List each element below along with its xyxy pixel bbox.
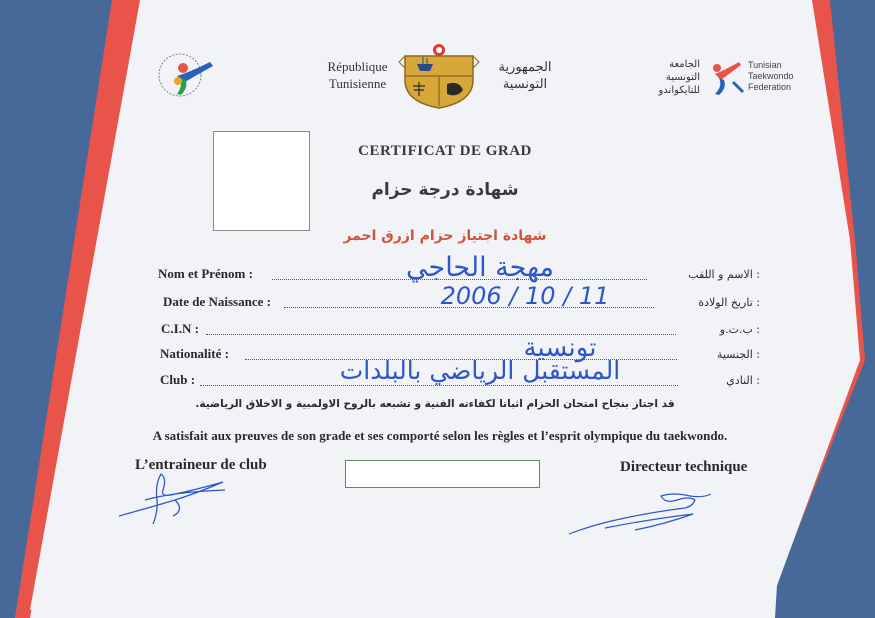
republic-fr-line2: Tunisienne bbox=[328, 76, 387, 91]
field-label-cin-ar: : ب.ت.و bbox=[719, 323, 760, 336]
certificate-title-ar: شهادة درجة حزام bbox=[371, 180, 519, 200]
republic-french bbox=[300, 58, 415, 92]
field-label-cin-fr: C.I.N : bbox=[161, 321, 199, 336]
technical-director-signature-icon bbox=[565, 490, 715, 540]
world-taekwondo-logo-icon bbox=[155, 48, 225, 106]
federation-en-line2: Taekwondo bbox=[748, 71, 794, 81]
stamp-box bbox=[345, 460, 540, 488]
federation-ar-line3: للتايكواندو bbox=[658, 85, 700, 96]
republic-arabic bbox=[480, 58, 570, 92]
field-value-nationality: تونسية bbox=[523, 333, 597, 363]
field-label-name-ar: : الاسم و اللقب bbox=[688, 268, 760, 281]
certificate-title-fr: CERTIFICAT DE GRAD bbox=[358, 143, 532, 159]
technical-director-signature-label: Directeur technique bbox=[620, 459, 748, 475]
republic-ar-line2: التونسية bbox=[502, 76, 548, 91]
federation-en-line3: Federation bbox=[748, 82, 792, 92]
certificate-subtitle-ar: شهادة اجتياز حزام ازرق احمر bbox=[343, 228, 547, 244]
field-label-nationality-fr: Nationalité : bbox=[160, 346, 229, 361]
field-value-club: المستقبل الرياضي بالبلدات bbox=[339, 356, 621, 385]
republic-fr-line1: République bbox=[327, 59, 388, 74]
field-dots-club bbox=[200, 385, 678, 386]
federation-english bbox=[748, 60, 808, 93]
field-label-nationality-ar: : الجنسية bbox=[716, 348, 760, 361]
federation-ar-line2: التونسية bbox=[665, 72, 700, 83]
tunisian-taekwondo-federation-logo-icon bbox=[703, 56, 747, 100]
field-label-dob-ar: : تاريخ الولادة bbox=[698, 296, 760, 309]
field-label-dob-fr: Date de Naissance : bbox=[163, 294, 271, 309]
field-label-name-fr: Nom et Prénom : bbox=[158, 266, 253, 281]
field-label-club-fr: Club : bbox=[160, 372, 196, 387]
field-value-name: مهجة الحاجي bbox=[406, 252, 554, 283]
field-value-dob: 2006 / 10 / 11 bbox=[440, 282, 610, 310]
federation-en-line1: Tunisian bbox=[748, 60, 782, 70]
oath-statement-ar: قد اجتاز بنجاح امتحان الحزام اثباتا لكفاءته الفنية و تشبعه بالروح الاولمبية و الاخلاق الرياضية. bbox=[195, 398, 675, 410]
coach-signature-icon bbox=[115, 470, 240, 530]
federation-arabic bbox=[615, 58, 700, 97]
republic-ar-line1: الجمهورية bbox=[498, 59, 552, 74]
coach-signature-label: L’entraineur de club bbox=[135, 457, 267, 473]
federation-ar-line1: الجامعة bbox=[669, 59, 700, 70]
oath-statement-fr: A satisfait aux preuves de son grade et ses comporté selon les règles et l’esprit olympique du taekwondo. bbox=[152, 428, 728, 443]
field-label-club-ar: : النادي bbox=[726, 374, 760, 387]
photo-placeholder bbox=[213, 131, 310, 231]
